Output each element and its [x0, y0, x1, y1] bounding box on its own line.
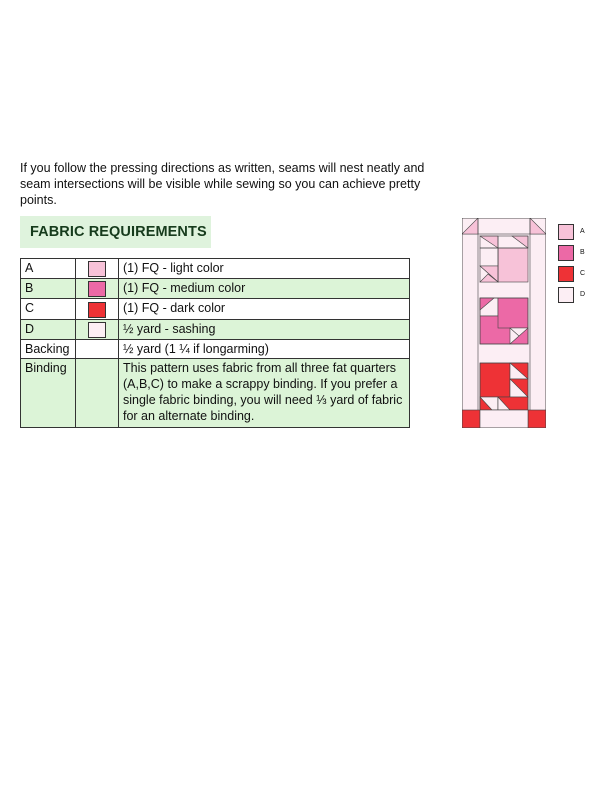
row-label: C — [21, 299, 76, 319]
legend-swatch-d — [558, 287, 574, 303]
row-description: (1) FQ - dark color — [119, 299, 410, 319]
table-row — [21, 279, 410, 299]
fabric-swatch-b — [88, 281, 106, 297]
quilt-block-c — [480, 363, 510, 397]
table-row — [21, 339, 410, 358]
row-label: D — [21, 319, 76, 339]
color-legend — [558, 221, 585, 305]
legend-item — [558, 284, 585, 305]
legend-item — [558, 221, 585, 242]
row-swatch-cell — [76, 339, 119, 358]
table-row — [21, 319, 410, 339]
row-swatch-cell — [76, 358, 119, 427]
section-heading: FABRIC REQUIREMENTS — [30, 224, 207, 240]
legend-swatch-c — [558, 266, 574, 282]
legend-swatch-a — [558, 224, 574, 240]
table-row — [21, 259, 410, 279]
quilt-corner-square — [528, 410, 546, 428]
row-swatch-cell — [76, 319, 119, 339]
row-label: Binding — [21, 358, 76, 427]
fabric-requirements-table — [20, 258, 410, 428]
quilt-diagram — [462, 218, 546, 428]
fabric-swatch-a — [88, 261, 106, 277]
legend-label: A — [580, 228, 585, 235]
legend-swatch-b — [558, 245, 574, 261]
row-label: B — [21, 279, 76, 299]
row-swatch-cell — [76, 299, 119, 319]
legend-label: D — [580, 291, 586, 298]
quilt-corner-square — [462, 410, 480, 428]
row-label: A — [21, 259, 76, 279]
row-description: This pattern uses fabric from all three fat quarters (A,B,C) to make a scrappy binding. If you prefer a single fabric binding, you will need ⅓ yard of fabric for an alternate binding. — [119, 358, 410, 427]
row-description: ½ yard (1 ¼ if longarming) — [119, 339, 410, 358]
fabric-swatch-c — [88, 302, 106, 318]
row-swatch-cell — [76, 259, 119, 279]
quilt-block-a — [498, 248, 528, 282]
legend-item — [558, 242, 585, 263]
intro-paragraph: If you follow the pressing directions as written, seams will nest neatly and seam intersections will be visible while sewing so you can achieve pretty points. — [20, 161, 425, 207]
row-label: Backing — [21, 339, 76, 358]
row-swatch-cell — [76, 279, 119, 299]
legend-item — [558, 263, 585, 284]
row-description: (1) FQ - light color — [119, 259, 410, 279]
fabric-swatch-d — [88, 322, 106, 338]
table-row — [21, 299, 410, 319]
legend-label: B — [580, 249, 585, 256]
table-row — [21, 358, 410, 427]
row-description: (1) FQ - medium color — [119, 279, 410, 299]
section-heading-box — [20, 216, 211, 248]
legend-label: C — [580, 270, 586, 277]
row-description: ½ yard - sashing — [119, 319, 410, 339]
